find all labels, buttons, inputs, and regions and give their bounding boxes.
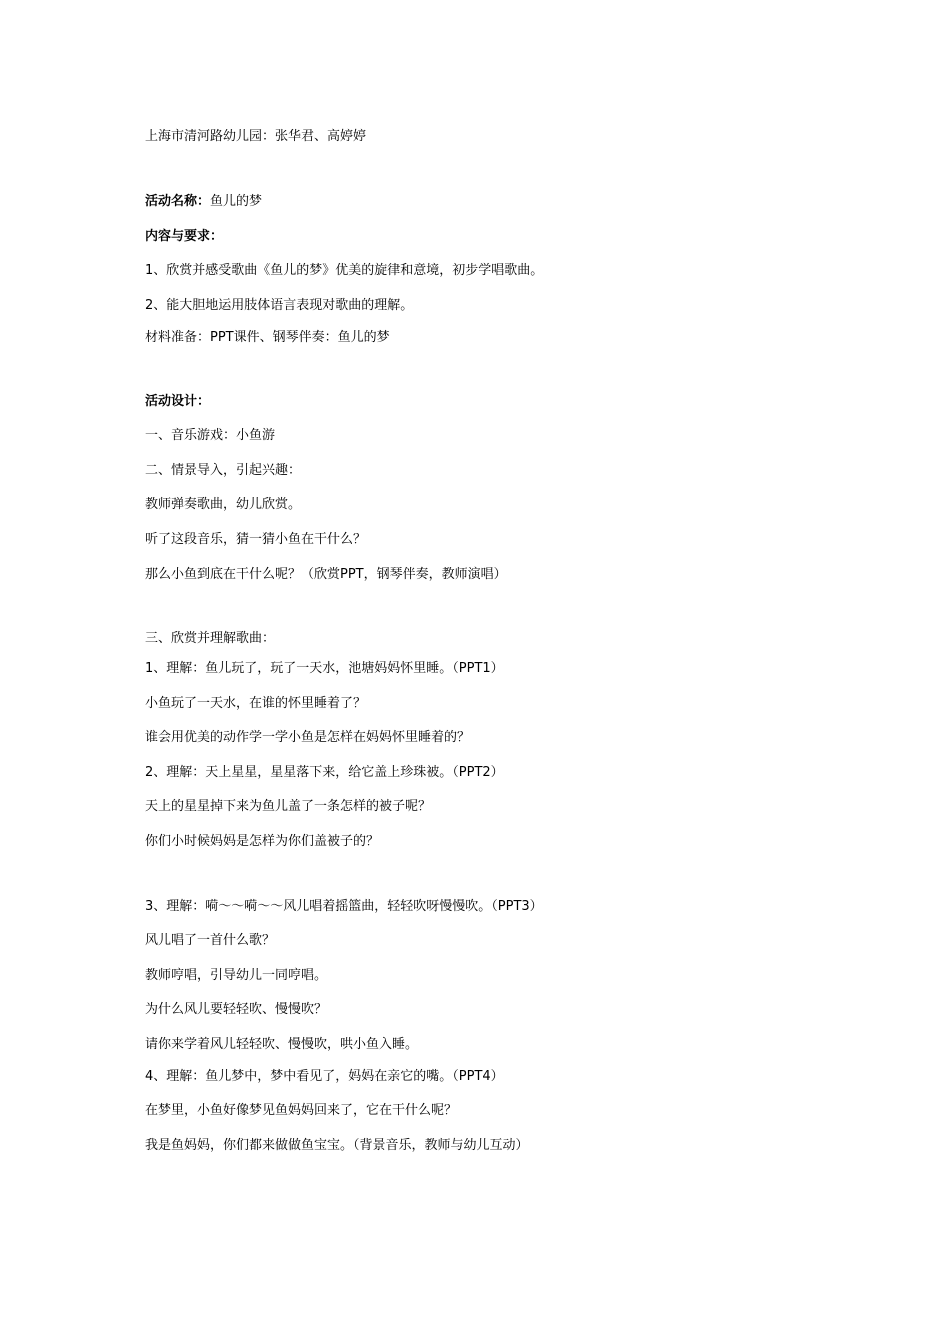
step-2-line-3: 那么小鱼到底在干什么呢？（欣赏PPT，钢琴伴奏，教师演唱） <box>145 567 507 582</box>
understand-1-q2: 谁会用优美的动作学一学小鱼是怎样在妈妈怀里睡着的？ <box>145 730 471 745</box>
understand-3-q4: 请你来学着风儿轻轻吹、慢慢吹，哄小鱼入睡。 <box>145 1037 419 1052</box>
understand-3-q3: 为什么风儿要轻轻吹、慢慢吹？ <box>145 1002 328 1017</box>
understand-4-q1: 在梦里，小鱼好像梦见鱼妈妈回来了，它在干什么呢？ <box>145 1103 458 1118</box>
requirement-1: 1、欣赏并感受歌曲《鱼儿的梦》优美的旋律和意境，初步学唱歌曲。 <box>145 263 544 278</box>
requirement-2: 2、能大胆地运用肢体语言表现对歌曲的理解。 <box>145 298 414 313</box>
understand-2: 2、理解：天上星星，星星落下来，给它盖上珍珠被。（PPT2） <box>145 765 504 780</box>
understand-3: 3、理解：嗬～～嗬～～风儿唱着摇篮曲，轻轻吹呀慢慢吹。（PPT3） <box>145 899 543 914</box>
design-heading: 活动设计： <box>145 394 211 409</box>
understand-3-q2: 教师哼唱，引导幼儿一同哼唱。 <box>145 968 328 983</box>
understand-1: 1、理解：鱼儿玩了，玩了一天水，池塘妈妈怀里睡。（PPT1） <box>145 661 504 676</box>
materials-line: 材料准备：PPT课件、钢琴伴奏：鱼儿的梦 <box>145 330 390 345</box>
activity-name-value: 鱼儿的梦 <box>210 194 263 209</box>
understand-2-q1: 天上的星星掉下来为鱼儿盖了一条怎样的被子呢？ <box>145 799 432 814</box>
step-3: 三、欣赏并理解歌曲： <box>145 631 276 646</box>
understand-4-q2: 我是鱼妈妈，你们都来做做鱼宝宝。（背景音乐，教师与幼儿互动） <box>145 1138 529 1153</box>
activity-name-label: 活动名称： <box>145 194 211 209</box>
step-2: 二、情景导入，引起兴趣： <box>145 463 302 478</box>
step-2-line-2: 听了这段音乐，猜一猜小鱼在干什么？ <box>145 532 367 547</box>
step-1: 一、音乐游戏：小鱼游 <box>145 428 276 443</box>
understand-3-q1: 风儿唱了一首什么歌？ <box>145 933 276 948</box>
activity-name <box>145 193 262 211</box>
author-line: 上海市清河路幼儿园：张华君、高婷婷 <box>145 129 367 144</box>
requirements-heading: 内容与要求： <box>145 229 224 244</box>
understand-1-q1: 小鱼玩了一天水，在谁的怀里睡着了？ <box>145 696 367 711</box>
step-2-line-1: 教师弹奏歌曲，幼儿欣赏。 <box>145 497 302 512</box>
understand-4: 4、理解：鱼儿梦中，梦中看见了，妈妈在亲它的嘴。（PPT4） <box>145 1069 504 1084</box>
understand-2-q2: 你们小时候妈妈是怎样为你们盖被子的？ <box>145 834 380 849</box>
